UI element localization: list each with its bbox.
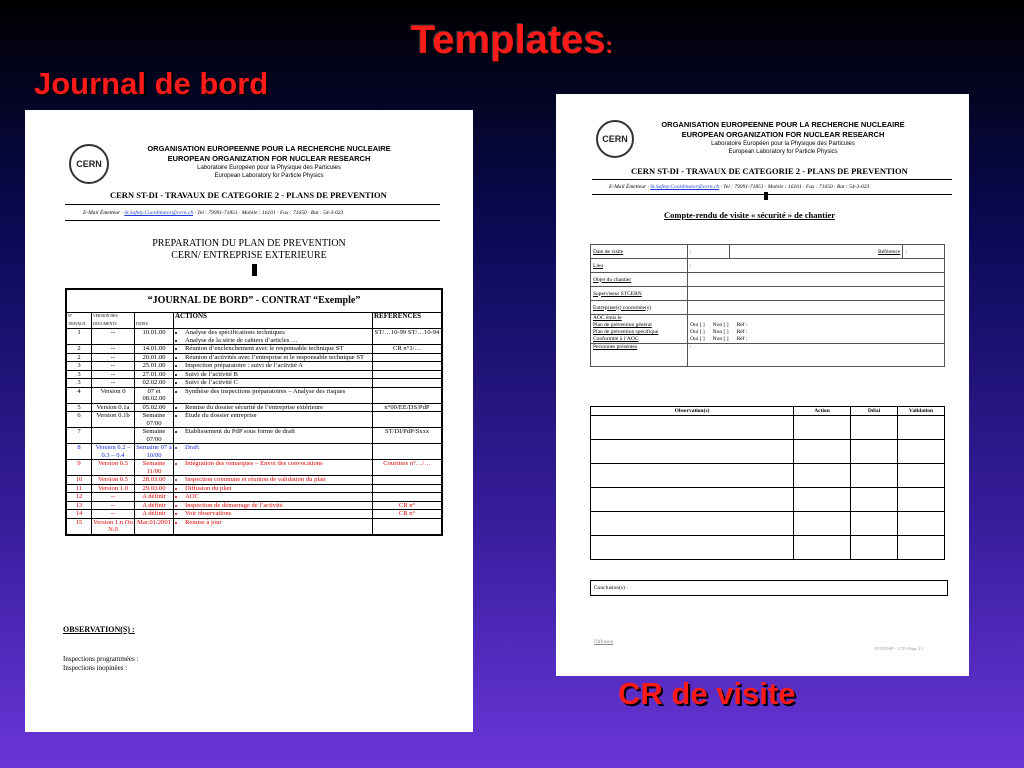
row-number: 2 (66, 353, 92, 362)
text-cursor (764, 192, 768, 200)
action-item: • Établissement du PdP sous forme de draft (185, 428, 371, 436)
row-number: 4 (66, 387, 92, 403)
row-version: -- (92, 353, 135, 362)
cern-logo-icon: CERN (69, 144, 109, 184)
validation-header: Validation (898, 407, 945, 416)
doc-header-title: CERN ST-DI - TRAVAUX DE CATEGORIE 2 - PLANS DE PREVENTION (110, 190, 387, 200)
row-date: 27.01.00 (135, 370, 174, 379)
contact-line: E-Mail Émetteur · St.Safety.Coordinator@cern.ch · Tel : 79991-71851 · Mobile : 16101 · Fax : 71650 · Bat : 54-3-023 (609, 184, 870, 190)
row-date: A définir (135, 493, 174, 502)
journal-row (66, 329, 442, 345)
row-actions (174, 501, 373, 510)
col-header-references: REFERENCES (373, 313, 443, 329)
row-actions (174, 403, 373, 412)
cern-logo-icon: CERN (596, 120, 634, 158)
row-version: Version 0 (92, 387, 135, 403)
row-version: Version 1.0 (92, 484, 135, 493)
row-version: -- (92, 362, 135, 371)
row-number: 9 (66, 460, 92, 476)
form-row: AOC émis le Plan de prévention général Plan de prévention spécifique Conformité à l’AOC Oui [ ] Non [ ] Réf : Oui [ ] Non [ ] Réf : Oui [ ] Non [ ] Réf : (591, 315, 945, 344)
row-number: 3 (66, 370, 92, 379)
row-number: 11 (66, 484, 92, 493)
obs-row (591, 536, 945, 560)
journal-row (66, 370, 442, 379)
row-reference: n°00/EE/DS/PdP (373, 403, 443, 412)
cr-title: Compte-rendu de visite « sécurité » de chantier (664, 210, 835, 220)
journal-row (66, 493, 442, 502)
row-version: -- (92, 379, 135, 388)
row-date: 29.03.00 (135, 484, 174, 493)
journal-row (66, 403, 442, 412)
row-reference (373, 518, 443, 535)
row-version: -- (92, 370, 135, 379)
row-date: A définir (135, 501, 174, 510)
journal-row (66, 476, 442, 485)
row-date: Mar.01/2001 (135, 518, 174, 535)
org-header: ORGANISATION EUROPEENNE POUR LA RECHERCHE NUCLEAIRE EUROPEAN ORGANIZATION FOR NUCLEAR RESEARCH Laboratoire Européen pour la Physique des Particules European Laboratory for Particle Physics (147, 144, 391, 179)
form-row: Date de visite : Référence : (591, 245, 945, 259)
row-number: 2 (66, 345, 92, 354)
divider (65, 220, 440, 221)
row-version: -- (92, 329, 135, 345)
row-date: 25.01.00 (135, 362, 174, 371)
action-item: • Analyse de la série de cahiers d’articles … (185, 337, 371, 345)
divider (592, 179, 952, 180)
row-reference (373, 493, 443, 502)
action-item: • Synthèse des inspections préparatoires – Analyse des risques (185, 388, 371, 396)
obs-row (591, 512, 945, 536)
row-version: -- (92, 510, 135, 519)
obs-row (591, 464, 945, 488)
row-actions (174, 428, 373, 444)
row-actions (174, 387, 373, 403)
inspections-list: Inspections programmées : Inspections inopinées : (63, 655, 139, 672)
row-date: 28.03.00 (135, 476, 174, 485)
row-actions (174, 444, 373, 460)
form-row: Superviseur STCERN (591, 287, 945, 301)
journal-row (66, 501, 442, 510)
row-number: 10 (66, 476, 92, 485)
action-item: • Remise à jour (185, 519, 371, 527)
row-reference: CR n° (373, 501, 443, 510)
divider (592, 194, 952, 195)
doc-header-title: CERN ST-DI - TRAVAUX DE CATEGORIE 2 - PLANS DE PREVENTION (631, 166, 908, 176)
action-item: • Diffusion du plan (185, 485, 371, 493)
row-number: 8 (66, 444, 92, 460)
org-header: ORGANISATION EUROPEENNE POUR LA RECHERCHE NUCLEAIRE EUROPEAN ORGANIZATION FOR NUCLEAR RESEARCH Laboratoire Européen pour la Physique des Particules European Laboratory for Particle Physics (661, 120, 905, 155)
col-header-date: DATES (135, 313, 174, 329)
action-item: • Réunion d’enclenchement avec le responsable technique ST (185, 345, 371, 353)
row-version: Version 0.5 (92, 476, 135, 485)
row-number: 15 (66, 518, 92, 535)
row-date: 07 et 08.02.00 (135, 387, 174, 403)
action-item: • Inspection préparatoire : suivi de l’activité A (185, 362, 371, 370)
row-actions (174, 460, 373, 476)
journal-de-bord-label: Journal de bord (34, 66, 269, 101)
journal-row (66, 387, 442, 403)
journal-row (66, 510, 442, 519)
row-actions (174, 510, 373, 519)
obs-row (591, 488, 945, 512)
row-actions (174, 345, 373, 354)
action-item: • Étude du dossier entreprise (185, 412, 371, 420)
row-date: 20.01.00 (135, 353, 174, 362)
divider (65, 204, 440, 205)
journal-row (66, 484, 442, 493)
row-actions (174, 362, 373, 371)
row-date: 14.01.00 (135, 345, 174, 354)
action-item: • Remise du dossier sécurité de l’entreprise extérieure (185, 404, 371, 412)
journal-row (66, 353, 442, 362)
row-date: Semaine 07/00 (135, 412, 174, 428)
row-reference: ST/DI/PdP/Sxxx (373, 428, 443, 444)
row-number: 1 (66, 329, 92, 345)
delai-header: Délai (851, 407, 898, 416)
action-item: • Analyse des spécifications techniques (185, 329, 371, 337)
row-reference (373, 476, 443, 485)
action-item: • Voir observations (185, 510, 371, 518)
row-version (92, 428, 135, 444)
row-actions (174, 476, 373, 485)
row-actions (174, 412, 373, 428)
row-version: Version 0.1a (92, 403, 135, 412)
row-number: 3 (66, 362, 92, 371)
row-date: 05.02.00 (135, 403, 174, 412)
row-number: 13 (66, 501, 92, 510)
journal-row (66, 345, 442, 354)
row-version: Version 1.n Ou N.0 (93, 518, 133, 533)
row-actions (174, 379, 373, 388)
row-date: 10.01.00 (135, 329, 174, 345)
row-actions (174, 329, 373, 345)
conclusion-field: Conclusion(s) : (590, 580, 948, 596)
row-actions (174, 493, 373, 502)
diffusion-footer: Diffusion (594, 640, 614, 645)
journal-de-bord-document (25, 110, 473, 732)
text-cursor (252, 264, 257, 276)
journal-row (66, 362, 442, 371)
row-reference (373, 379, 443, 388)
slide-title: Templates: (410, 18, 614, 62)
row-number: 12 (66, 493, 92, 502)
observations-label: OBSERVATION(S) : (63, 625, 135, 634)
cr-de-visite-label: CR de visite (618, 676, 796, 711)
row-reference: Courriers n°…/… (373, 460, 443, 476)
row-date: Semaine 07/00 (135, 428, 174, 444)
row-reference: ST/…10-99 ST/…10-94 (373, 329, 443, 345)
action-item: • Inspection commune et réunion de validation du plan (185, 476, 371, 484)
page-footer: ST/DI/PdP - 1723-Page 1/1 (874, 646, 925, 651)
row-version: -- (92, 493, 135, 502)
journal-row (66, 428, 442, 444)
row-version: -- (92, 501, 135, 510)
row-number: 6 (66, 412, 92, 428)
form-row: Entreprise(s) concernée(s) (591, 301, 945, 315)
row-reference (373, 353, 443, 362)
row-version: Version 0.1b (92, 412, 135, 428)
row-reference: CR n° (373, 510, 443, 519)
contact-line: E-Mail Émetteur · St.Safety.Coordinator@cern.ch · Tel : 79991-71851 · Mobile : 16101 · Fax : 71650 · Bat : 54-3-023 (83, 210, 344, 216)
row-date: Semaine 11/00 (135, 460, 174, 476)
obs-header: Observation(s) (591, 407, 794, 416)
journal-row (66, 412, 442, 428)
row-number: 3 (66, 379, 92, 388)
obs-row (591, 440, 945, 464)
row-reference: CR n°1/… (373, 345, 443, 354)
form-row: Objet du chantier (591, 273, 945, 287)
row-date: 02.02.00 (135, 379, 174, 388)
col-header-no: N° TRAVAUX (66, 313, 92, 329)
row-actions (174, 353, 373, 362)
visit-form-table (590, 244, 945, 367)
col-header-actions: ACTIONS (174, 313, 373, 329)
journal-row (66, 460, 442, 476)
row-number: 7 (66, 428, 92, 444)
action-item: • Intégration des remarques – Envoi des convocations (185, 460, 371, 468)
row-actions (174, 370, 373, 379)
row-reference (373, 362, 443, 371)
row-reference (373, 444, 443, 460)
journal-row (66, 444, 442, 460)
col-header-version: VERSION DES DOCUMENTS (92, 313, 135, 329)
action-item: • Suivi de l’activité B (185, 371, 371, 379)
row-version: -- (92, 345, 135, 354)
journal-table-caption: “JOURNAL DE BORD” - CONTRAT “Exemple” (66, 289, 442, 313)
action-item: • Inspection de démarrage de l’activité (185, 502, 371, 510)
row-version: Version 0.2 – 0.3 – 0.4 (92, 444, 135, 460)
row-actions (174, 518, 373, 535)
action-item: • Réunion d’activités avec l’entreprise et le responsable technique ST (185, 354, 371, 362)
row-reference (373, 484, 443, 493)
row-version: Version 0.5 (92, 460, 135, 476)
row-reference (373, 387, 443, 403)
action-item: • Suivi de l’activité C (185, 379, 371, 387)
row-reference (373, 370, 443, 379)
observations-table (590, 406, 945, 560)
row-date: Semaine 07 à 10/00 (136, 444, 172, 459)
form-row: Lieu : (591, 259, 945, 273)
obs-row (591, 416, 945, 440)
journal-row (66, 379, 442, 388)
form-row: Personnes présentes : (591, 344, 945, 367)
row-number: 14 (66, 510, 92, 519)
action-header: Action (794, 407, 851, 416)
row-reference (373, 412, 443, 428)
cr-visite-document (556, 94, 969, 676)
journal-row (66, 518, 442, 535)
row-actions (174, 484, 373, 493)
action-item: • AOC (185, 493, 371, 501)
action-item: • Draft (185, 444, 371, 452)
journal-table (65, 288, 443, 536)
row-number: 5 (66, 403, 92, 412)
preparation-heading: PREPARATION DU PLAN DE PREVENTION CERN/ ENTREPRISE EXTERIEURE (152, 238, 346, 261)
row-date: A définir (135, 510, 174, 519)
